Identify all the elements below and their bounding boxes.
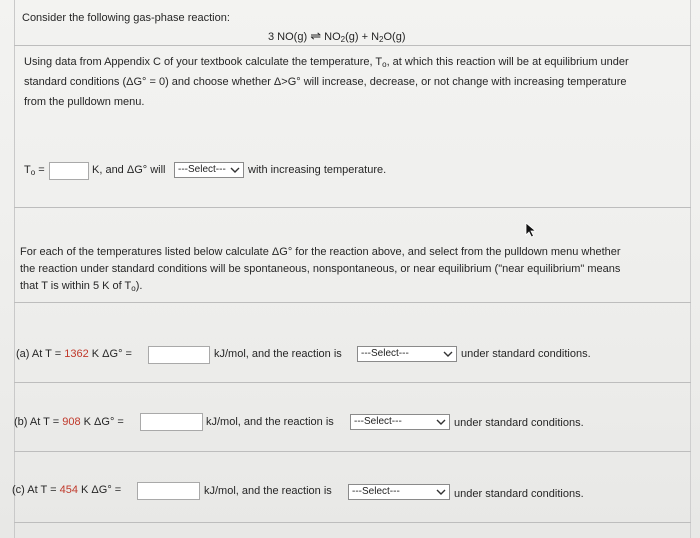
- question-b-select-value: ---Select---: [354, 416, 402, 427]
- second-instructions-line-3: [20, 280, 142, 292]
- question-b-prefix: (b) At T =: [14, 416, 60, 428]
- question-b-spontaneity-select[interactable]: [350, 414, 450, 430]
- instructions-line-1-sub: o: [382, 60, 387, 69]
- reaction-right-phase-a: (g) + N: [345, 31, 380, 43]
- section-divider-5: [14, 451, 691, 452]
- question-a-select-value: ---Select---: [361, 348, 409, 359]
- chevron-down-icon: [436, 487, 446, 497]
- question-c-prefix: (c) At T =: [12, 484, 57, 496]
- question-b-unit: K ΔG° =: [83, 416, 124, 428]
- chevron-down-icon: [230, 165, 240, 175]
- question-a-unit: K ΔG° =: [91, 348, 132, 360]
- question-c-label: [12, 484, 121, 496]
- instructions-line-2: standard conditions (ΔG° = 0) and choose whether Δ>G° will increase, decrease, or not change with increasing temperature: [24, 76, 627, 88]
- instructions-line-3: from the pulldown menu.: [24, 96, 145, 108]
- reaction-right-no2: NO: [324, 31, 341, 43]
- question-b-mid: kJ/mol, and the reaction is: [206, 416, 334, 428]
- reaction-left: 3 NO(g): [268, 31, 308, 43]
- t0-input[interactable]: [49, 162, 89, 180]
- question-a-mid: kJ/mol, and the reaction is: [214, 348, 342, 360]
- equilibrium-arrow-icon: ⇌: [310, 28, 322, 43]
- delta-g-trend-select-value: ---Select---: [178, 164, 226, 175]
- question-a-delta-g-input[interactable]: [148, 346, 210, 364]
- second-instructions-line-1: For each of the temperatures listed below calculate ΔG° for the reaction above, and select from the pulldown menu whether: [20, 246, 621, 258]
- question-c-temp: 454: [59, 484, 78, 496]
- t0-equals: =: [38, 164, 45, 176]
- second-instructions-line-2: the reaction under standard conditions will be spontaneous, nonspontaneous, or near equilibrium ("near equilibrium" means: [20, 263, 621, 275]
- section-divider-1: [14, 45, 691, 46]
- question-c-mid: kJ/mol, and the reaction is: [204, 485, 332, 497]
- chevron-down-icon: [443, 349, 453, 359]
- t0-label-sub: o: [30, 168, 36, 177]
- question-b-label: [14, 416, 124, 428]
- question-c-unit: K ΔG° =: [81, 484, 122, 496]
- second-instructions-line-3a: that T is within 5 K of T: [20, 280, 132, 292]
- question-a-prefix: (a) At T =: [16, 348, 62, 360]
- question-c-select-value: ---Select---: [352, 486, 400, 497]
- reaction-sub-2: 2: [379, 35, 384, 44]
- section-divider-4: [14, 382, 691, 383]
- question-c-delta-g-input[interactable]: [137, 482, 200, 500]
- second-instructions-line-3b: ).: [135, 280, 143, 292]
- reaction-right-phase-b: O(g): [383, 31, 406, 43]
- question-b-delta-g-input[interactable]: [140, 413, 203, 431]
- question-a-label: [16, 348, 132, 360]
- reaction-sub-1: 2: [340, 35, 346, 44]
- right-border: [690, 0, 691, 538]
- section-divider-6: [14, 522, 691, 523]
- question-b-suffix: under standard conditions.: [454, 417, 584, 429]
- t0-label-text: T: [24, 164, 31, 176]
- intro-text: Consider the following gas-phase reaction:: [22, 12, 230, 24]
- question-c-suffix: under standard conditions.: [454, 488, 584, 500]
- instructions-line-1: [24, 56, 629, 68]
- question-a-temp: 1362: [64, 348, 89, 360]
- t0-after-box: K, and ΔG° will: [92, 164, 166, 176]
- section-divider-3: [14, 302, 691, 303]
- instructions-line-1a: Using data from Appendix C of your textbook calculate the temperature, T: [24, 56, 383, 68]
- question-a-suffix: under standard conditions.: [461, 348, 591, 360]
- delta-g-trend-select[interactable]: [174, 162, 244, 178]
- t0-label: [24, 164, 45, 176]
- mouse-pointer-icon: [525, 222, 537, 238]
- section-divider-2: [14, 207, 691, 208]
- question-a-spontaneity-select[interactable]: [357, 346, 457, 362]
- question-c-spontaneity-select[interactable]: [348, 484, 450, 500]
- chevron-down-icon: [436, 417, 446, 427]
- second-instructions-line-3-sub: o: [131, 284, 136, 293]
- reaction-equation: [268, 28, 406, 44]
- question-b-temp: 908: [62, 416, 81, 428]
- left-border: [14, 0, 15, 538]
- instructions-line-1b: , at which this reaction will be at equilibrium under: [386, 56, 629, 68]
- t0-after-select: with increasing temperature.: [248, 164, 387, 176]
